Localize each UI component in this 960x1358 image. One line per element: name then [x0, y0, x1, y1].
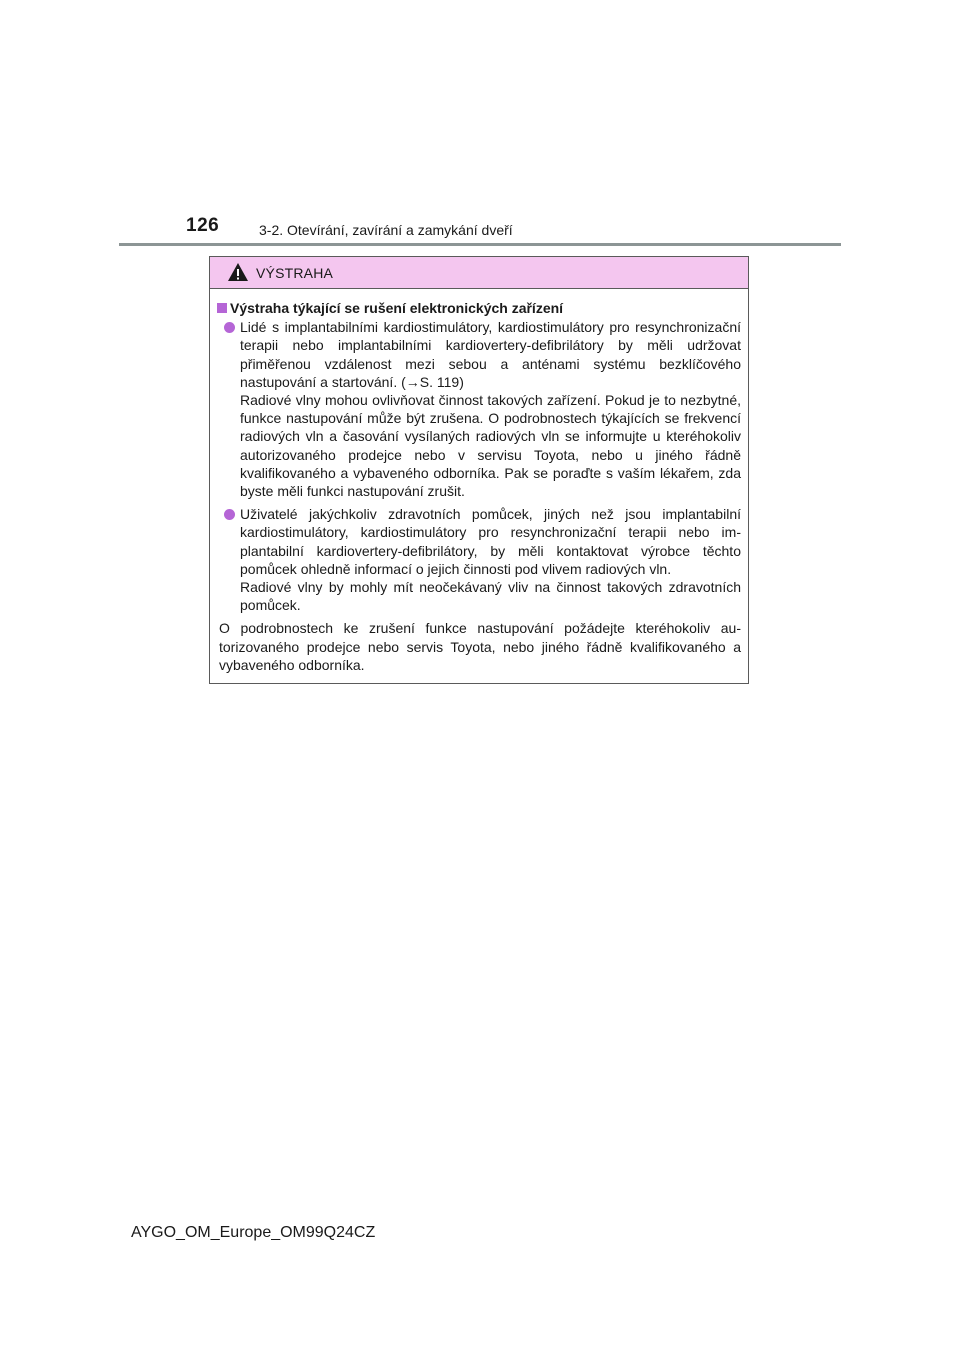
circle-bullet-icon [224, 322, 235, 333]
bullet-paragraph: Radiové vlny mohou ovlivňovat činnost takových zařízení. Pokud je to nezbytné, funkce nastupování může být zrušena. O podrobnostech týkajících se frekvencí radiových vln a časování vysílaných radiových vln se informujte u kteréhokoliv autorizovaného prodejce nebo v servisu Toyota, nebo u jiného řádně kvalifikovaného a vybaveného odborníka. Pak se poraďte s vaším lékařem, zda byste měli funkci nastupování zrušit. [240, 392, 741, 500]
bullet-text [240, 505, 741, 614]
section-title: 3-2. Otevírání, zavírání a zamykání dveří [259, 222, 513, 238]
bullet-paragraph: Radiové vlny by mohly mít neočekávaný vliv na činnost takových zdravotních pomůcek. [240, 579, 741, 614]
warning-subheading [217, 299, 741, 317]
warning-body [210, 289, 748, 674]
bullet-paragraph: Uživatelé jakýchkoliv zdravotních pomůcek, jiných než jsou implantabilní kardiostimulátory, kardiostimulátory pro resynchronizační terapii nebo implantabilní kardiovertery-defibrilátory, by měli kontaktovat výrobce těchto pomůcek ohledně informací o jejich činnosti pod vlivem radiových vln. [240, 506, 741, 577]
header-rule [119, 243, 841, 246]
bullet-item [224, 505, 741, 614]
bullet-text [240, 318, 741, 500]
page-number: 126 [186, 215, 220, 236]
closing-paragraph: O podrobnostech ke zrušení funkce nastupování požádejte kteréhokoliv autorizovaného prodejce nebo servis Toyota, nebo jiného řádně kvalifikovaného a vybaveného odborníka. [219, 620, 741, 673]
bullet-item [224, 318, 741, 500]
square-bullet-icon [217, 303, 227, 313]
warning-header [210, 257, 748, 289]
warning-label: VÝSTRAHA [256, 265, 334, 281]
warning-triangle-icon [227, 262, 249, 282]
warning-box [209, 256, 749, 684]
subheading-text: Výstraha týkající se rušení elektronických zařízení [230, 300, 564, 316]
bullet-paragraph: Lidé s implantabilními kardiostimulátory, kardiostimulátory pro resynchronizační terapii nebo implantabilními kardiovertery-defibrilátory by měli udržovat přiměřenou vzdálenost mezi sebou a anténami systému bezklíčového nastupování a startování. (→S. 119) [240, 319, 741, 390]
footer-document-code: AYGO_OM_Europe_OM99Q24CZ [131, 1224, 376, 1241]
circle-bullet-icon [224, 509, 235, 520]
